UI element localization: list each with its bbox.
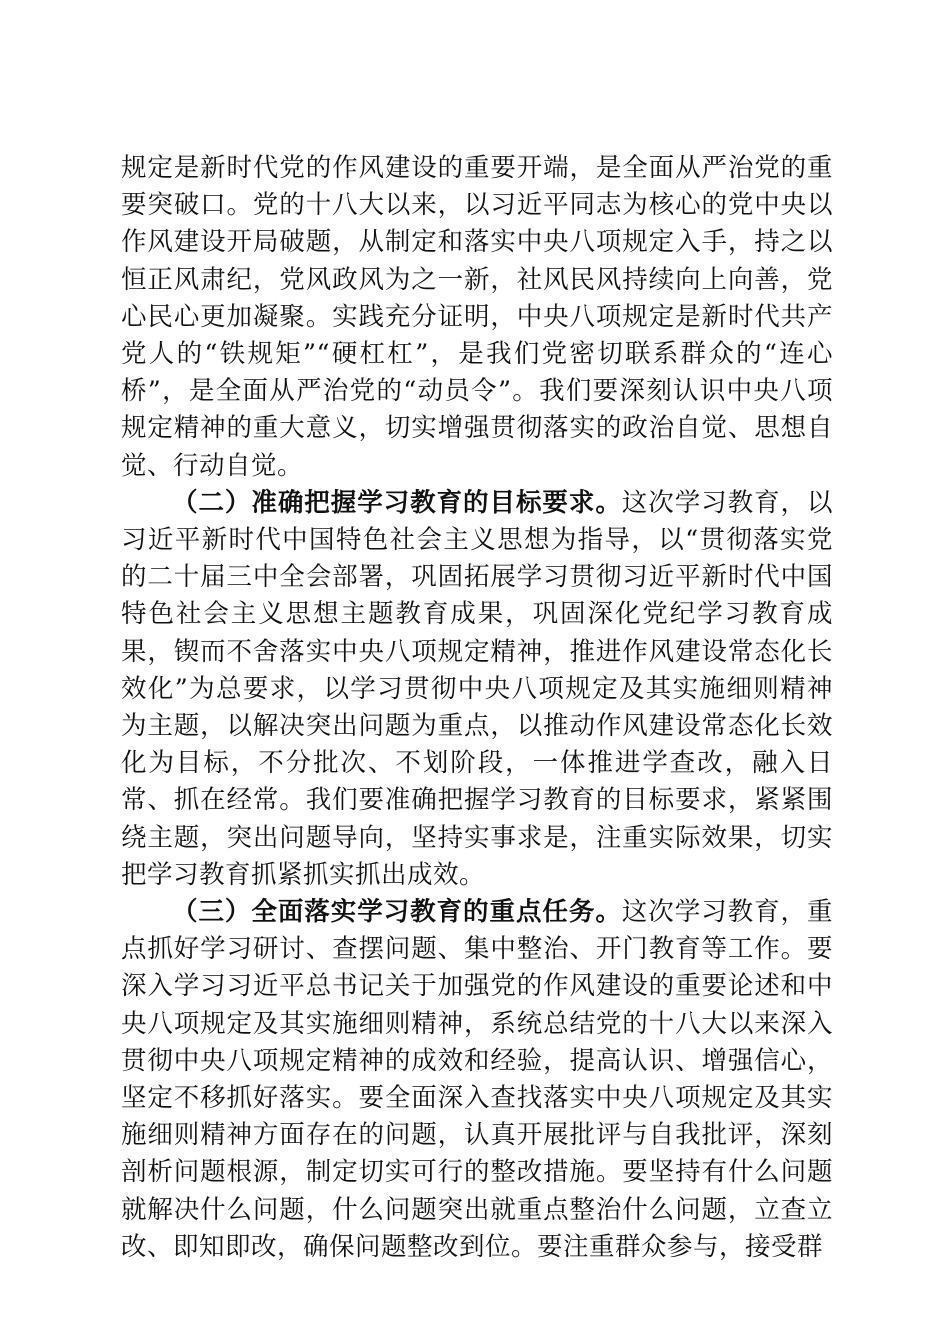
paragraph-text: 这次学习教育，以习近平新时代中国特色社会主义思想为指导，以“贯彻落实党的二十届三中全会部署，巩固拓展学习贯彻习近平新时代中国特色社会主义思想主题教育成果，巩固深化党纪学习教育成果，锲而不舍落实中央八项规定精神，推进作风建设常态化长效化”为总要求，以学习贯彻中央八项规定及其实施细则精神为主题，以解决突出问题为重点，以推动作风建设常态化长效化为目标，不分批次、不划阶段，一体推进学查改，融入日常、抓在经常。我们要准确把握学习教育的目标要求，紧紧围绕主题，突出问题导向，坚持实事求是，注重实际效果，切实把学习教育抓紧抓实抓出成效。 <box>121 487 833 890</box>
paragraph-text: 规定是新时代党的作风建设的重要开端，是全面从严治党的重要突破口。党的十八大以来，以习近平同志为核心的党中央以作风建设开局破题，从制定和落实中央八项规定入手，持之以恒正风肃纪，党风政风为之一新，社风民风持续向上向善，党心民心更加凝聚。实践充分证明，中央八项规定是新时代共产党人的“铁规矩”“硬杠杠”，是我们党密切联系群众的“连心桥”，是全面从严治党的“动员令”。我们要深刻认识中央八项规定精神的重大意义，切实增强贯彻落实的政治自觉、思想自觉、行动自觉。 <box>121 153 833 481</box>
paragraph-section-2 <box>121 485 833 894</box>
paragraph-text: 这次学习教育，重点抓好学习研讨、查摆问题、集中整治、开门教育等工作。要深入学习习近平总书记关于加强党的作风建设的重要论述和中央八项规定及其实施细则精神，系统总结党的十八大以来深入贯彻中央八项规定精神的成效和经验，提高认识、增强信心，坚定不移抓好落实。要全面深入查找落实中央八项规定及其实施细则精神方面存在的问题，认真开展批评与自我批评，深刻剖析问题根源，制定切实可行的整改措施。要坚持有什么问题就解决什么问题，什么问题突出就重点整治什么问题，立查立改、即知即改，确保问题整改到位。要注重群众参与，接受群 <box>121 897 833 1262</box>
paragraph-continuation <box>121 150 833 485</box>
document-body <box>121 150 833 1266</box>
paragraph-section-3 <box>121 894 833 1266</box>
section-heading: （三）全面落实学习教育的重点任务。 <box>172 897 622 928</box>
section-heading: （二）准确把握学习教育的目标要求。 <box>172 487 622 518</box>
